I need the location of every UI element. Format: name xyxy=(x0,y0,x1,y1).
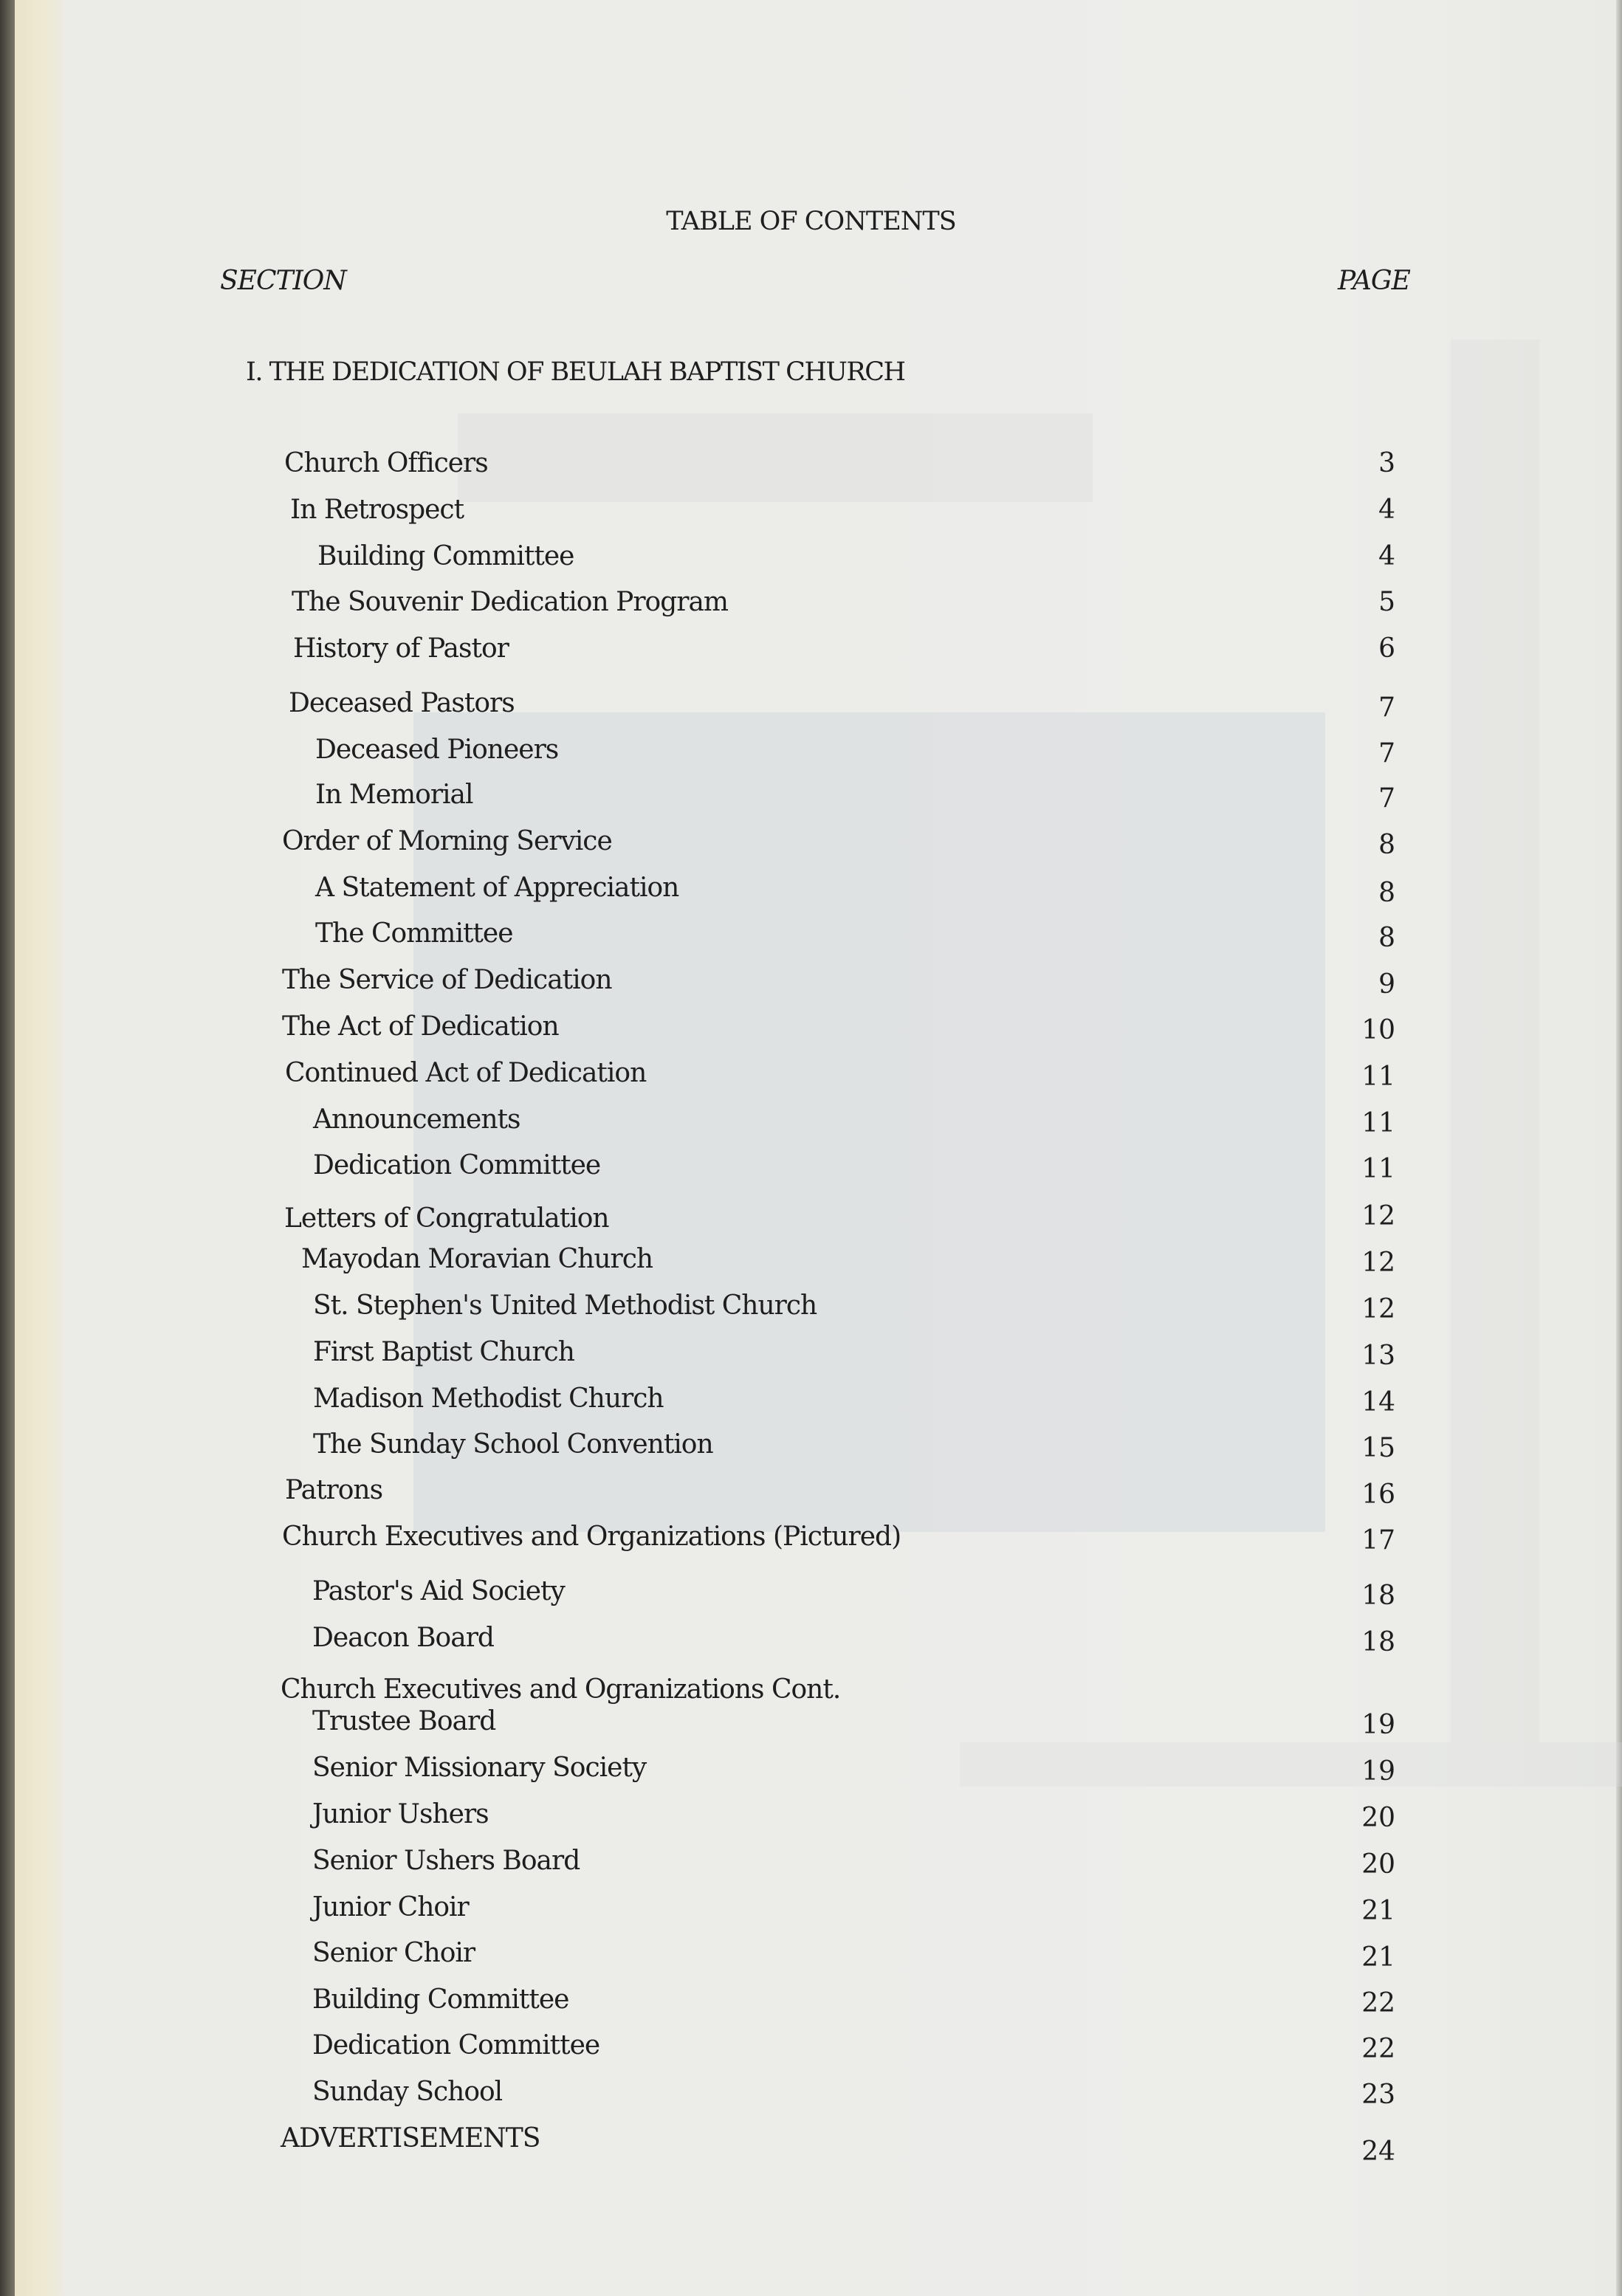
toc-entry-label: Trustee Board xyxy=(312,1706,496,1736)
toc-entry-label: Junior Ushers xyxy=(312,1799,489,1829)
toc-entry-label: Senior Missionary Society xyxy=(312,1753,647,1783)
section-heading: I. THE DEDICATION OF BEULAH BAPTIST CHURCH xyxy=(246,357,905,387)
toc-entry-page: 8 xyxy=(1378,878,1395,908)
toc-entry-page: 22 xyxy=(1361,2034,1395,2064)
toc-entry-label: Dedication Committee xyxy=(313,1150,601,1180)
toc-entry-label: Dedication Committee xyxy=(312,2030,600,2060)
toc-entry-label: The Souvenir Dedication Program xyxy=(292,587,729,617)
toc-entry-page: 4 xyxy=(1378,541,1395,571)
toc-entry-page: 17 xyxy=(1361,1525,1395,1556)
toc-entry-page: 5 xyxy=(1378,587,1395,617)
toc-entry-label: Senior Choir xyxy=(312,1938,475,1968)
toc-entry-label: Sunday School xyxy=(312,2077,503,2107)
toc-entry-page: 7 xyxy=(1378,692,1395,723)
toc-entry-label: The Committee xyxy=(315,918,513,949)
toc-entry-page: 11 xyxy=(1361,1062,1395,1092)
toc-entry-page: 15 xyxy=(1361,1433,1395,1463)
toc-entry-label: Senior Ushers Board xyxy=(312,1846,580,1876)
toc-entry-page: 14 xyxy=(1361,1387,1395,1417)
toc-entry-label: History of Pastor xyxy=(293,633,509,664)
toc-entry-page: 7 xyxy=(1378,783,1395,814)
toc-entry-label: Building Committee xyxy=(312,1984,569,2015)
toc-entry-page: 8 xyxy=(1378,923,1395,953)
toc-entry-page: 20 xyxy=(1361,1849,1395,1880)
toc-entry-label: Patrons xyxy=(285,1475,383,1505)
toc-entry-page: 3 xyxy=(1378,448,1395,478)
toc-entry-label: In Retrospect xyxy=(290,495,464,525)
toc-entry-page: 19 xyxy=(1361,1710,1395,1740)
toc-entry-page: 21 xyxy=(1361,1896,1395,1926)
section-column-header: SECTION xyxy=(220,266,346,296)
toc-entry-label: St. Stephen's United Methodist Church xyxy=(313,1290,817,1321)
toc-entry-page: 11 xyxy=(1361,1108,1395,1138)
toc-entry-page: 9 xyxy=(1378,969,1395,1000)
page-title: TABLE OF CONTENTS xyxy=(666,207,956,236)
toc-entry-label: Church Executives and Ogranizations Cont. xyxy=(281,1674,841,1705)
toc-entry-label: Pastor's Aid Society xyxy=(312,1576,565,1606)
toc-entry-label: The Act of Dedication xyxy=(282,1011,559,1042)
toc-entry-label: Mayodan Moravian Church xyxy=(301,1244,653,1274)
toc-entry-label: A Statement of Appreciation xyxy=(315,873,679,903)
toc-entry-page: 20 xyxy=(1361,1803,1395,1833)
toc-entry-page: 19 xyxy=(1361,1756,1395,1787)
toc-entry-page: 12 xyxy=(1361,1248,1395,1278)
toc-entry-page: 23 xyxy=(1361,2080,1395,2110)
toc-entry-label: Church Officers xyxy=(284,448,488,478)
toc-entry-page: 16 xyxy=(1361,1479,1395,1510)
binding-spine xyxy=(0,0,15,2296)
toc-entry-label: Church Executives and Organizations (Pictured) xyxy=(282,1522,901,1552)
toc-entry-label: Building Committee xyxy=(317,541,574,571)
toc-entry-page: 8 xyxy=(1378,830,1395,860)
toc-entry-label: Order of Morning Service xyxy=(282,826,612,856)
toc-entry-page: 18 xyxy=(1361,1627,1395,1657)
toc-entry-page: 12 xyxy=(1361,1201,1395,1231)
toc-entry-page: 18 xyxy=(1361,1581,1395,1611)
toc-entry-label: ADVERTISEMENTS xyxy=(281,2123,540,2154)
toc-entry-label: Junior Choir xyxy=(312,1892,469,1922)
toc-entry-page: 11 xyxy=(1361,1154,1395,1184)
toc-entry-page: 22 xyxy=(1361,1988,1395,2018)
toc-entry-label: Madison Methodist Church xyxy=(313,1384,664,1414)
toc-entry-label: Announcements xyxy=(313,1104,520,1135)
toc-entry-label: The Sunday School Convention xyxy=(313,1429,713,1460)
toc-entry-page: 24 xyxy=(1361,2137,1395,2167)
toc-entry-page: 10 xyxy=(1361,1015,1395,1045)
toc-entry-label: Continued Act of Dedication xyxy=(285,1058,647,1088)
toc-entry-label: The Service of Dedication xyxy=(282,965,612,995)
toc-entry-page: 12 xyxy=(1361,1294,1395,1324)
toc-entry-label: Letters of Congratulation xyxy=(284,1203,609,1234)
toc-entry-label: In Memorial xyxy=(315,780,473,810)
toc-entry-label: Deacon Board xyxy=(312,1623,494,1653)
toc-entry-label: Deceased Pioneers xyxy=(315,735,559,765)
toc-entry-page: 7 xyxy=(1378,738,1395,769)
page-column-header: PAGE xyxy=(1338,266,1410,296)
toc-entry-page: 4 xyxy=(1378,495,1395,525)
toc-entry-page: 13 xyxy=(1361,1341,1395,1371)
page-edge xyxy=(1616,0,1622,2296)
toc-entry-label: First Baptist Church xyxy=(313,1337,574,1367)
toc-entry-label: Deceased Pastors xyxy=(289,688,515,718)
toc-entry-page: 6 xyxy=(1378,633,1395,664)
toc-entry-page: 21 xyxy=(1361,1942,1395,1973)
